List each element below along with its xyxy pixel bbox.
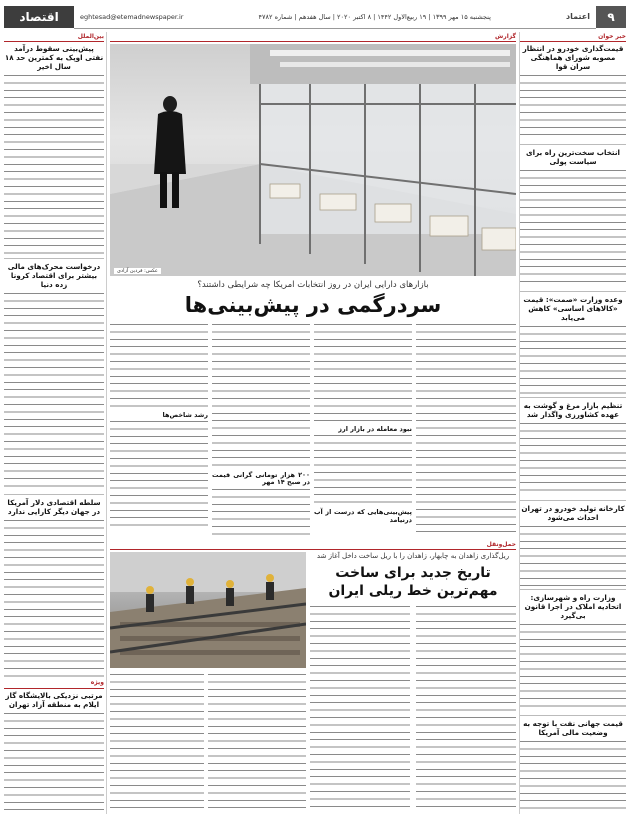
hero-photo bbox=[110, 44, 516, 276]
brief-title: انتخاب سخت‌ترین راه برای سیاست پولی bbox=[526, 148, 620, 167]
brief-body bbox=[520, 622, 626, 712]
brief-body bbox=[4, 518, 104, 678]
brief-title: مرتبی نزدیکی بالایشگاه گاز ایلام به منطقه آزاد تهران bbox=[5, 690, 103, 709]
report-kicker: گزارش bbox=[110, 32, 516, 42]
report-headline: سردرگمی در پیش‌بینی‌ها bbox=[184, 293, 442, 317]
rail-kicker: حمل‌ونقل bbox=[110, 540, 516, 550]
brief-title: وعده وزارت «صمت»: قیمت «کالاهای اساسی» کاهش می‌یابد bbox=[523, 295, 623, 323]
report-subhead: پیش‌بینی‌هایی که درست از آب درنیامد bbox=[314, 508, 412, 524]
brief-body bbox=[520, 739, 626, 814]
report-subhead: رشد شاخص‌ها bbox=[162, 411, 208, 419]
rail-body-col-3 bbox=[208, 672, 306, 814]
report-body-col-1 bbox=[416, 322, 516, 540]
rail-headline: تاریخ جدید برای ساخت مهم‌ترین خط ریلی ایران bbox=[328, 565, 498, 599]
railway-track-illustration bbox=[110, 552, 306, 668]
rail-surtitle: ریل‌گذاری زاهدان به چابهار، زاهدان را با ریل ساخت داخل آغاز شد bbox=[316, 552, 510, 560]
brief-title: پیش‌بینی سقوط درآمد نفتی اوپک به کمترین حد ۱۸ سال اخیر bbox=[4, 44, 104, 72]
brief-body bbox=[520, 73, 626, 141]
header-info bbox=[74, 6, 596, 29]
section-email: eghtesad@etemadnewspaper.ir bbox=[80, 12, 184, 21]
page-header bbox=[4, 6, 626, 28]
brief-title: قیمت‌گذاری خودرو در انتظار مصوبه شورای هماهنگی سران قوا bbox=[522, 44, 624, 72]
rail-body-col-4 bbox=[110, 672, 204, 814]
report-surtitle: بازارهای دارایی ایران در روز انتخابات امریکا چه شرایطی داشتند؟ bbox=[197, 280, 429, 290]
report-body-col-2 bbox=[314, 322, 412, 540]
brief-title: کارخانه تولید خودرو در تهران احداث می‌شود bbox=[521, 504, 625, 523]
railway-construction-photo bbox=[110, 552, 306, 668]
right-news-column bbox=[520, 32, 626, 814]
brief-title: درخواست محرک‌های مالی بیشتر برای اقتصاد کرونا زده دنیا bbox=[7, 262, 101, 290]
brief-title: سلطه اقتصادی دلار آمریکا در جهان دیگر کارایی ندارد bbox=[7, 498, 101, 517]
newspaper-logo: اعتماد bbox=[566, 12, 590, 21]
photo-credit: عکس: فردین آزادی bbox=[114, 268, 161, 274]
section-name: اقتصاد bbox=[4, 6, 74, 28]
left-column-kicker: بین‌الملل bbox=[4, 32, 104, 42]
report-subhead: نبود معامله در بازار ارز bbox=[338, 425, 412, 433]
brief-title: وزارت راه و شهرسازی: اتحادیه املاک در اجرا قانون بی‌گیرد bbox=[524, 593, 622, 621]
report-body-col-4 bbox=[110, 322, 208, 540]
right-column-kicker: خبر خوان bbox=[520, 32, 626, 42]
brief-title: قیمت جهانی نفت با توجه به وضعیت مالی آمریکا bbox=[523, 719, 623, 738]
brief-body bbox=[520, 324, 626, 394]
brief-body bbox=[4, 291, 104, 491]
brief-body bbox=[4, 73, 104, 255]
brief-body bbox=[520, 524, 626, 586]
left-news-column bbox=[4, 32, 104, 814]
brief-body bbox=[520, 168, 626, 288]
metro-station-illustration bbox=[110, 44, 516, 276]
brief-title: تنظیم بازار مرغ و گوشت به عهده کشاورزی واگذار شد bbox=[523, 401, 623, 420]
page-number: ۹ bbox=[596, 6, 626, 28]
brief-body bbox=[4, 711, 104, 811]
rail-body-col-1 bbox=[416, 604, 516, 814]
date-line: پنجشنبه ۱۵ مهر ۱۳۹۹ | ۱۹ ربیع‌الاول ۱۴۴۲ | ۸ اکتبر ۲۰۲۰ | سال هفدهم | شماره ۴۷۸۲ bbox=[258, 12, 491, 21]
left-column-kicker-2: ویژه bbox=[4, 678, 104, 688]
report-subhead: ۲۰۰ هزار تومانی گرانی قیمت در صبح ۱۴ مهر bbox=[212, 471, 310, 487]
report-body-col-3 bbox=[212, 322, 310, 540]
rail-body-col-2 bbox=[310, 604, 410, 814]
brief-body bbox=[520, 421, 626, 497]
